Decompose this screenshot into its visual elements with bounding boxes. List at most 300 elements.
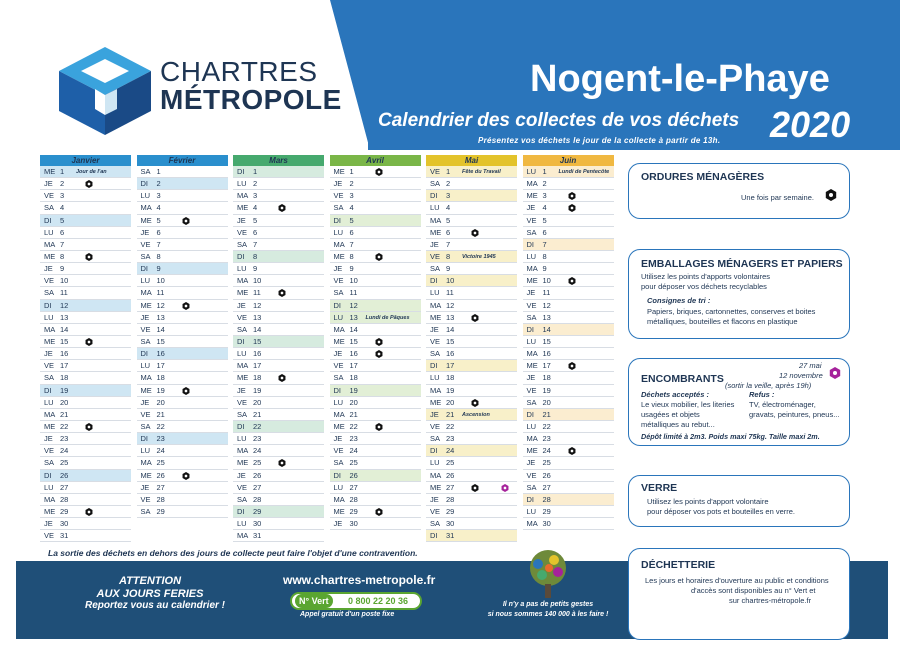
day-row bbox=[330, 166, 421, 178]
weekday: SA bbox=[333, 458, 344, 468]
day-number: 17 bbox=[446, 361, 455, 371]
day-row bbox=[426, 300, 517, 312]
green-number-value: 0 800 22 20 36 bbox=[348, 596, 409, 606]
day-number: 16 bbox=[156, 349, 165, 359]
footer-attention: ATTENTION bbox=[118, 575, 182, 587]
day-row bbox=[523, 166, 614, 178]
day-number: 29 bbox=[446, 506, 455, 516]
day-row bbox=[330, 457, 421, 469]
weekday: VE bbox=[237, 227, 248, 237]
weekday: DI bbox=[333, 385, 341, 395]
collection-hexagon-icon bbox=[375, 168, 383, 176]
footnote: La sortie des déchets en dehors des jours de collecte peut faire l'objet d'une contravention. bbox=[48, 548, 418, 558]
weekday: JE bbox=[333, 434, 343, 444]
day-number: 20 bbox=[156, 397, 165, 407]
day-row bbox=[426, 324, 517, 336]
collection-hexagon-icon bbox=[182, 217, 190, 225]
weekday: VE bbox=[44, 191, 55, 201]
weekday: DI bbox=[333, 215, 341, 225]
day-row bbox=[40, 215, 131, 227]
day-number: 6 bbox=[60, 227, 65, 237]
weekday: ME bbox=[430, 312, 442, 322]
day-number: 12 bbox=[253, 300, 262, 310]
weekday: JE bbox=[430, 324, 439, 334]
day-number: 11 bbox=[60, 288, 68, 298]
day-number: 28 bbox=[446, 494, 455, 504]
day-number: 17 bbox=[60, 361, 69, 371]
day-row bbox=[523, 336, 614, 348]
weekday: LU bbox=[237, 179, 247, 189]
green-number-label: N° Vert bbox=[295, 594, 333, 608]
day-number: 24 bbox=[156, 446, 165, 456]
weekday: ME bbox=[526, 446, 538, 456]
holiday-label: Lundi de Pâques bbox=[365, 314, 410, 321]
weekday: JE bbox=[430, 494, 439, 504]
weekday: JE bbox=[140, 397, 150, 407]
weekday: LU bbox=[237, 264, 247, 274]
day-row bbox=[426, 457, 517, 469]
collection-hexagon-icon bbox=[182, 387, 190, 395]
day-row bbox=[330, 494, 421, 506]
day-row bbox=[523, 312, 614, 324]
weekday: LU bbox=[333, 227, 344, 237]
day-row bbox=[233, 263, 324, 275]
weekday: MA bbox=[237, 361, 249, 371]
day-row bbox=[330, 263, 421, 275]
day-number: 3 bbox=[349, 191, 354, 201]
day-row bbox=[137, 397, 228, 409]
weekday: MA bbox=[430, 470, 442, 480]
day-number: 10 bbox=[542, 276, 551, 286]
weekday: ME bbox=[44, 421, 56, 431]
day-number: 1 bbox=[542, 167, 547, 176]
day-number: 25 bbox=[253, 458, 262, 468]
day-row bbox=[330, 482, 421, 494]
weekday: ME bbox=[333, 336, 345, 346]
collection-hexagon-icon bbox=[568, 192, 576, 200]
day-row bbox=[426, 312, 517, 324]
calendar-grid bbox=[40, 155, 610, 545]
day-number: 4 bbox=[349, 203, 354, 213]
day-number: 6 bbox=[253, 227, 258, 237]
day-row bbox=[330, 470, 421, 482]
day-row bbox=[426, 336, 517, 348]
weekday: DI bbox=[237, 251, 245, 261]
day-row bbox=[40, 530, 131, 542]
panel-ordures-menageres bbox=[628, 163, 850, 219]
day-row bbox=[233, 433, 324, 445]
green-number[interactable] bbox=[290, 592, 422, 610]
day-row bbox=[233, 518, 324, 530]
weekday: SA bbox=[237, 324, 248, 334]
weekday: ME bbox=[333, 506, 345, 516]
day-number: 5 bbox=[349, 215, 354, 225]
day-number: 8 bbox=[542, 251, 547, 261]
day-number: 1 bbox=[253, 167, 258, 176]
weekday: LU bbox=[44, 312, 54, 322]
day-number: 21 bbox=[542, 409, 551, 419]
day-number: 14 bbox=[542, 324, 551, 334]
day-number: 6 bbox=[349, 227, 354, 237]
website-link[interactable]: www.chartres-metropole.fr bbox=[283, 573, 436, 587]
weekday: SA bbox=[237, 494, 248, 504]
day-number: 22 bbox=[542, 421, 551, 431]
day-row bbox=[40, 324, 131, 336]
day-row bbox=[40, 397, 131, 409]
weekday: VE bbox=[333, 276, 344, 286]
day-number: 9 bbox=[349, 264, 354, 274]
weekday: JE bbox=[44, 179, 53, 189]
day-number: 20 bbox=[253, 397, 262, 407]
weekday: LU bbox=[526, 167, 537, 176]
day-number: 19 bbox=[542, 385, 551, 395]
day-number: 29 bbox=[253, 506, 262, 516]
day-number: 14 bbox=[446, 324, 455, 334]
day-number: 11 bbox=[542, 288, 551, 298]
weekday: VE bbox=[333, 361, 344, 371]
day-row bbox=[330, 239, 421, 251]
month-column-janvier bbox=[40, 155, 131, 542]
collection-hexagon-icon bbox=[471, 314, 479, 322]
day-row bbox=[233, 324, 324, 336]
day-number: 16 bbox=[446, 349, 455, 359]
day-number: 13 bbox=[60, 312, 69, 322]
day-row bbox=[40, 251, 131, 263]
weekday: MA bbox=[140, 458, 152, 468]
day-row bbox=[523, 251, 614, 263]
panel-encombrants bbox=[628, 358, 850, 446]
weekday: LU bbox=[430, 288, 440, 298]
weekday: DI bbox=[526, 239, 534, 249]
weekday: DI bbox=[140, 264, 148, 274]
day-row bbox=[40, 470, 131, 482]
weekday: LU bbox=[140, 276, 151, 286]
weekday: ME bbox=[430, 227, 442, 237]
weekday: VE bbox=[44, 361, 55, 371]
weekday: LU bbox=[237, 349, 247, 359]
day-row bbox=[523, 239, 614, 251]
day-row bbox=[523, 409, 614, 421]
day-row bbox=[426, 445, 517, 457]
day-number: 2 bbox=[542, 179, 547, 189]
day-number: 27 bbox=[156, 482, 165, 492]
day-row bbox=[426, 360, 517, 372]
day-number: 1 bbox=[446, 167, 451, 176]
day-row bbox=[233, 251, 324, 263]
day-number: 9 bbox=[446, 264, 451, 274]
weekday: SA bbox=[430, 179, 441, 189]
panel-om-title: ORDURES MÉNAGÈRES bbox=[641, 171, 765, 183]
weekday: ME bbox=[526, 191, 538, 201]
day-number: 23 bbox=[446, 434, 455, 444]
day-number: 7 bbox=[156, 239, 161, 249]
panel-dech-line2: d'accès sont disponibles au n° Vert et bbox=[691, 586, 816, 595]
day-row bbox=[40, 190, 131, 202]
panel-enc-date3: (sortir la veille, après 19h) bbox=[725, 381, 812, 390]
day-row bbox=[330, 202, 421, 214]
panel-enc-title: ENCOMBRANTS bbox=[641, 373, 724, 385]
weekday: SA bbox=[526, 312, 537, 322]
month-column-mars bbox=[233, 155, 324, 542]
day-row bbox=[523, 227, 614, 239]
day-number: 21 bbox=[349, 409, 358, 419]
day-number: 10 bbox=[349, 276, 358, 286]
weekday: LU bbox=[140, 191, 151, 201]
weekday: LU bbox=[333, 397, 344, 407]
weekday: JE bbox=[333, 519, 343, 529]
day-number: 21 bbox=[446, 409, 455, 419]
panel-enc-acc2: usagées et objets bbox=[641, 410, 700, 419]
chartres-metropole-logo bbox=[55, 45, 155, 137]
day-row bbox=[426, 263, 517, 275]
day-number: 9 bbox=[542, 264, 547, 274]
day-number: 30 bbox=[446, 519, 455, 529]
weekday: JE bbox=[140, 312, 150, 322]
weekday: VE bbox=[44, 276, 55, 286]
footer-attention-holidays: AUX JOURS FERIES bbox=[96, 588, 204, 600]
day-row bbox=[330, 518, 421, 530]
month-column-février bbox=[137, 155, 228, 518]
weekday: DI bbox=[333, 470, 341, 480]
day-row bbox=[330, 433, 421, 445]
weekday: ME bbox=[333, 421, 345, 431]
collection-hexagon-icon bbox=[278, 459, 286, 467]
day-row bbox=[426, 482, 517, 494]
day-row bbox=[233, 227, 324, 239]
day-number: 7 bbox=[60, 239, 65, 249]
panel-enc-ref2: gravats, peintures, pneus... bbox=[749, 410, 840, 419]
weekday: DI bbox=[44, 215, 52, 225]
day-row bbox=[137, 312, 228, 324]
day-row bbox=[523, 360, 614, 372]
day-number: 27 bbox=[446, 482, 455, 492]
weekday: DI bbox=[237, 421, 245, 431]
collection-hexagon-icon bbox=[278, 374, 286, 382]
weekday: LU bbox=[526, 336, 537, 346]
day-row bbox=[426, 372, 517, 384]
day-number: 20 bbox=[349, 397, 358, 407]
day-row bbox=[426, 518, 517, 530]
day-number: 11 bbox=[253, 288, 261, 298]
day-number: 11 bbox=[156, 288, 165, 298]
month-column-avril bbox=[330, 155, 421, 530]
weekday: SA bbox=[237, 409, 248, 419]
weekday: VE bbox=[140, 239, 151, 249]
weekday: LU bbox=[140, 446, 151, 456]
day-number: 9 bbox=[253, 264, 258, 274]
weekday: ME bbox=[140, 470, 152, 480]
day-row bbox=[40, 421, 131, 433]
day-row bbox=[233, 457, 324, 469]
day-row bbox=[40, 227, 131, 239]
slogan bbox=[468, 600, 628, 620]
panel-dech-title: DÉCHETTERIE bbox=[641, 559, 716, 571]
day-row bbox=[137, 324, 228, 336]
weekday: DI bbox=[430, 191, 438, 201]
day-number: 28 bbox=[156, 494, 165, 504]
day-row bbox=[523, 372, 614, 384]
day-row bbox=[137, 300, 228, 312]
collection-hexagon-icon bbox=[375, 253, 383, 261]
weekday: MA bbox=[44, 324, 56, 334]
weekday: MA bbox=[526, 349, 538, 359]
weekday: VE bbox=[526, 470, 537, 480]
weekday: LU bbox=[44, 482, 54, 492]
weekday: MA bbox=[140, 373, 152, 383]
weekday: ME bbox=[44, 167, 56, 176]
day-number: 13 bbox=[253, 312, 262, 322]
day-number: 12 bbox=[542, 300, 551, 310]
weekday: SA bbox=[526, 397, 537, 407]
day-row bbox=[137, 166, 228, 178]
day-number: 29 bbox=[156, 506, 165, 516]
weekday: DI bbox=[44, 470, 52, 480]
day-number: 29 bbox=[542, 506, 551, 516]
day-number: 30 bbox=[542, 519, 551, 529]
day-number: 31 bbox=[60, 531, 69, 541]
day-number: 25 bbox=[349, 458, 358, 468]
day-number: 18 bbox=[446, 373, 455, 383]
day-number: 4 bbox=[542, 203, 547, 213]
day-row bbox=[523, 506, 614, 518]
weekday: MA bbox=[237, 276, 249, 286]
day-row bbox=[137, 457, 228, 469]
weekday: SA bbox=[333, 203, 344, 213]
weekday: DI bbox=[140, 179, 148, 189]
day-number: 9 bbox=[60, 264, 65, 274]
weekday: SA bbox=[140, 167, 151, 176]
day-number: 17 bbox=[349, 361, 358, 371]
day-number: 21 bbox=[156, 409, 165, 419]
weekday: JE bbox=[237, 385, 246, 395]
day-number: 18 bbox=[156, 373, 165, 383]
weekday: LU bbox=[237, 519, 247, 529]
day-number: 17 bbox=[542, 361, 551, 371]
day-row bbox=[233, 190, 324, 202]
holiday-label: Jour de l'an bbox=[76, 169, 107, 175]
weekday: DI bbox=[333, 300, 341, 310]
day-number: 13 bbox=[542, 312, 551, 322]
day-row bbox=[330, 372, 421, 384]
day-row bbox=[426, 530, 517, 542]
day-row bbox=[426, 348, 517, 360]
panel-emb-title: EMBALLAGES MÉNAGERS ET PAPIERS bbox=[641, 258, 843, 270]
weekday: ME bbox=[44, 251, 56, 261]
panel-enc-date1: 27 mai bbox=[799, 361, 822, 370]
day-number: 22 bbox=[156, 421, 165, 431]
weekday: DI bbox=[430, 276, 438, 286]
day-number: 24 bbox=[253, 446, 262, 456]
panel-emb-line1: Utilisez les points d'apports volontaires bbox=[641, 272, 770, 281]
day-number: 28 bbox=[253, 494, 262, 504]
collection-time-note: Présentez vos déchets le jour de la collecte à partir de 13h. bbox=[478, 136, 721, 145]
day-number: 25 bbox=[542, 458, 551, 468]
day-row bbox=[330, 324, 421, 336]
day-row bbox=[523, 348, 614, 360]
day-number: 12 bbox=[349, 300, 358, 310]
day-number: 1 bbox=[60, 167, 65, 176]
day-row bbox=[523, 482, 614, 494]
day-number: 20 bbox=[542, 397, 551, 407]
day-row bbox=[233, 166, 324, 178]
day-number: 11 bbox=[446, 288, 454, 298]
day-row bbox=[137, 482, 228, 494]
day-row bbox=[137, 433, 228, 445]
panel-emb-line4: métalliques, bouteilles et flacons en plastique bbox=[647, 317, 798, 326]
day-number: 10 bbox=[156, 276, 165, 286]
weekday: SA bbox=[430, 519, 441, 529]
day-number: 22 bbox=[253, 421, 262, 431]
day-row bbox=[233, 178, 324, 190]
day-row bbox=[426, 421, 517, 433]
day-number: 16 bbox=[349, 349, 358, 359]
weekday: JE bbox=[237, 300, 246, 310]
panel-om-text: Une fois par semaine. bbox=[741, 193, 814, 202]
weekday: DI bbox=[526, 494, 534, 504]
collection-hexagon-icon bbox=[471, 484, 479, 492]
day-row bbox=[40, 433, 131, 445]
weekday: DI bbox=[140, 434, 148, 444]
weekday: SA bbox=[44, 458, 55, 468]
day-number: 19 bbox=[446, 385, 455, 395]
day-row bbox=[330, 215, 421, 227]
day-row bbox=[426, 385, 517, 397]
day-number: 23 bbox=[156, 434, 165, 444]
day-row bbox=[40, 506, 131, 518]
day-number: 12 bbox=[446, 300, 455, 310]
collection-hexagon-icon bbox=[471, 229, 479, 237]
day-row bbox=[426, 227, 517, 239]
weekday: DI bbox=[526, 324, 534, 334]
collection-hexagon-icon bbox=[375, 338, 383, 346]
day-row bbox=[523, 275, 614, 287]
day-row bbox=[40, 457, 131, 469]
panel-enc-acc: Déchets acceptés : bbox=[641, 390, 709, 399]
collection-hexagon-icon bbox=[278, 204, 286, 212]
weekday: LU bbox=[526, 506, 537, 516]
day-row bbox=[330, 336, 421, 348]
day-row bbox=[426, 494, 517, 506]
panel-verre-line1: Utilisez les points d'apport volontaire bbox=[647, 497, 769, 506]
collection-hexagon-icon bbox=[375, 423, 383, 431]
day-number: 5 bbox=[542, 215, 547, 225]
day-number: 18 bbox=[542, 373, 551, 383]
day-number: 28 bbox=[60, 494, 69, 504]
day-row bbox=[233, 360, 324, 372]
month-header: Janvier bbox=[40, 155, 131, 166]
day-number: 3 bbox=[60, 191, 65, 201]
day-number: 27 bbox=[60, 482, 69, 492]
weekday: JE bbox=[333, 264, 343, 274]
collection-hexagon-icon bbox=[825, 189, 837, 201]
day-row bbox=[137, 190, 228, 202]
weekday: LU bbox=[44, 227, 54, 237]
day-number: 18 bbox=[253, 373, 262, 383]
day-number: 21 bbox=[60, 409, 69, 419]
collection-hexagon-icon bbox=[85, 180, 93, 188]
day-row bbox=[40, 518, 131, 530]
day-number: 26 bbox=[349, 470, 358, 480]
day-number: 15 bbox=[542, 336, 551, 346]
day-row bbox=[330, 385, 421, 397]
day-row bbox=[330, 506, 421, 518]
day-number: 19 bbox=[156, 385, 165, 395]
day-number: 14 bbox=[60, 324, 69, 334]
day-row bbox=[330, 348, 421, 360]
day-row bbox=[137, 251, 228, 263]
day-row bbox=[40, 312, 131, 324]
weekday: VE bbox=[237, 312, 248, 322]
